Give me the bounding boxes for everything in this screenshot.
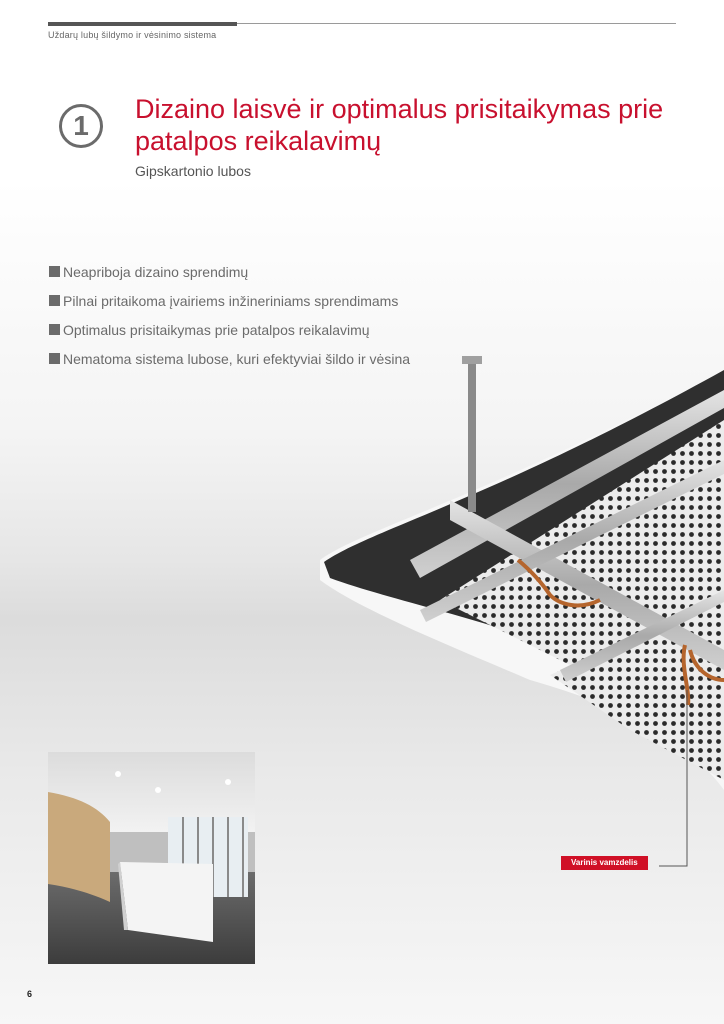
running-header: Uždarų lubų šildymo ir vėsinimo sistema — [48, 30, 217, 40]
section-number-badge: 1 — [59, 104, 103, 148]
section-subtitle: Gipskartonio lubos — [135, 163, 251, 179]
feature-list-item: Pilnai pritaikoma įvairiems inžineriniams sprendimams — [48, 291, 448, 311]
square-bullet-icon — [49, 353, 60, 364]
callout-leader-line — [655, 690, 695, 870]
header-rule-accent — [48, 22, 237, 26]
square-bullet-icon — [49, 266, 60, 277]
feature-list-item: Optimalus prisitaikymas prie patalpos reikalavimų — [48, 320, 448, 340]
page-number: 6 — [27, 989, 33, 999]
section-title: Dizaino laisvė ir optimalus prisitaikymas prie patalpos reikalavimų — [135, 94, 664, 156]
square-bullet-icon — [49, 324, 60, 335]
square-bullet-icon — [49, 295, 60, 306]
feature-list-item: Neapriboja dizaino sprendimų — [48, 262, 448, 282]
interior-photo — [48, 752, 255, 964]
feature-list-item: Nematoma sistema lubose, kuri efektyviai šildo ir vėsina — [48, 349, 448, 369]
callout-label-copper-pipe: Varinis vamzdelis — [561, 856, 648, 870]
